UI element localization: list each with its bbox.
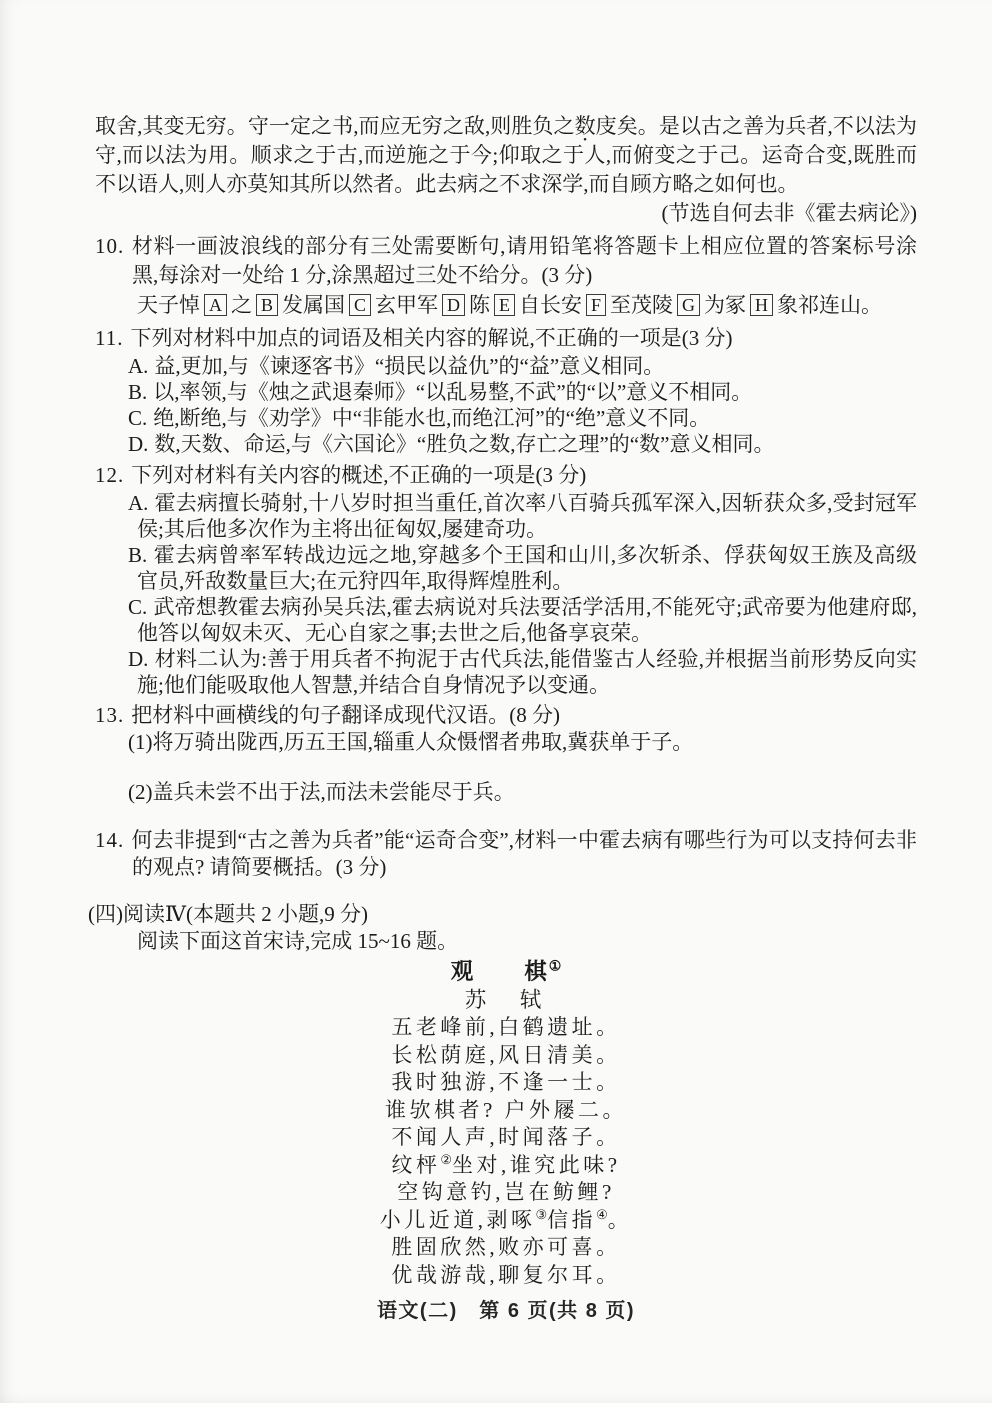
question-11-stem-text: 下列对材料中加点的词语及相关内容的解说,不正确的一项是(3 分) [130, 326, 733, 350]
question-12 [95, 461, 917, 698]
q10-text-segment: 玄甲军 [375, 293, 439, 317]
poem-line: 空钩意钓,岂在鲂鲤? [397, 1180, 615, 1204]
question-12-number: 12. [95, 463, 125, 487]
question-10-number: 10. [95, 234, 125, 258]
question-11 [95, 324, 917, 457]
q10-text-segment: 至茂陵 [610, 293, 674, 317]
option-label: B. [128, 380, 148, 404]
question-11-option-a [128, 353, 917, 379]
option-text: 绝,断绝,与《劝学》中“非能水也,而绝江河”的“绝”意义不同。 [153, 406, 711, 430]
question-10 [95, 232, 917, 320]
poem-line: 胜固欣然,败亦可喜。 [391, 1235, 621, 1259]
question-14 [95, 827, 917, 881]
option-text: 霍去病曾率军转战边远之地,穿越多个王国和山川,多次斩杀、俘获匈奴王族及高级官员,歼敌数量巨大;在元狩四年,取得辉煌胜利。 [137, 543, 917, 593]
question-13-stem [95, 702, 917, 729]
answer-letter-box-e: E [494, 294, 515, 316]
poem-line: 不闻人声,时闻落子。 [391, 1125, 621, 1149]
question-12-option-a [128, 490, 917, 542]
answer-letter-box-a: A [204, 294, 227, 316]
option-label: D. [128, 647, 149, 671]
question-10-stem [95, 232, 917, 290]
poem-author: 苏 轼 [464, 988, 548, 1012]
question-11-option-d [128, 431, 917, 457]
option-label: C. [128, 595, 148, 619]
poem-block [95, 957, 917, 1289]
question-11-option-c [128, 405, 917, 431]
option-label: B. [128, 543, 148, 567]
question-12-stem-text: 下列对材料有关内容的概述,不正确的一项是(3 分) [131, 463, 587, 487]
passage-dotted-char: 数 [574, 114, 596, 138]
option-text: 以,率领,与《烛之武退秦师》“以乱易整,不武”的“以”意义不相同。 [153, 380, 753, 404]
option-text: 益,更加,与《谏逐客书》“损民以益仇”的“益”意义相同。 [154, 354, 665, 378]
poem-line: 我时独游,不逢一士。 [391, 1070, 621, 1094]
option-text: 霍去病擅长骑射,十八岁时担当重任,首次率八百骑兵孤军深入,因斩获众多,受封冠军侯;其后他多次作为主将出征匈奴,屡建奇功。 [137, 491, 917, 541]
question-12-stem [95, 461, 917, 490]
question-14-stem [95, 827, 917, 881]
question-12-option-b [128, 542, 917, 594]
answer-letter-box-c: C [349, 294, 371, 316]
section-4 [88, 901, 917, 955]
poem-line: 五老峰前,白鹤遗址。 [391, 1015, 621, 1039]
answer-letter-box-b: B [256, 294, 278, 316]
question-10-sentence [95, 290, 917, 320]
question-12-option-d [128, 646, 917, 698]
exam-content [88, 112, 918, 1326]
answer-letter-box-d: D [442, 294, 465, 316]
q10-text-segment: 陈 [469, 293, 491, 317]
question-13-part-1: (1)将万骑出陇西,历五王国,辎重人众慑慴者弗取,冀获单于子。 [128, 730, 694, 754]
question-13-number: 13. [95, 703, 125, 727]
answer-letter-box-h: H [750, 294, 773, 316]
passage-text-2: 庋矣。是以古之善为兵者,不以法为守,而以法为用。顺求之于古,而逆施之于今;仰取之于人,而俯变之于己。运奇合变,既胜而不以语人,则人亦莫知其所以然者。此去病之不求深学,而自顾方略之如何也。 [95, 114, 918, 196]
option-text: 数,天数、命运,与《六国论》“胜负之数,存亡之理”的“数”意义相同。 [154, 432, 775, 456]
option-label: A. [128, 491, 149, 515]
option-label: D. [128, 432, 149, 456]
option-label: A. [128, 354, 149, 378]
q10-text-segment: 为冢 [704, 293, 747, 317]
option-label: C. [128, 406, 148, 430]
q10-text-segment: 象祁连山。 [777, 293, 883, 317]
poem-title: 观 棋① [450, 959, 562, 984]
section-4-heading: (四)阅读Ⅳ(本题共 2 小题,9 分) [88, 902, 368, 926]
q10-text-segment: 发属国 [282, 293, 346, 317]
question-11-number: 11. [95, 326, 124, 350]
page-footer: 语文(二) 第 6 页(共 8 页) [376, 1300, 636, 1322]
question-13-part-2: (2)盖兵未尝不出于法,而法未尝能尽于兵。 [128, 780, 515, 804]
poem-line: 长松荫庭,风日清美。 [391, 1042, 621, 1067]
poem-line: 小儿近道,剥啄③信指④。 [379, 1206, 633, 1232]
question-13-stem-text: 把材料中画横线的句子翻译成现代汉语。(8 分) [131, 703, 560, 727]
section-4-intro: 阅读下面这首宋诗,完成 15~16 题。 [137, 929, 459, 953]
q10-text-segment: 之 [231, 293, 252, 317]
answer-letter-box-g: G [677, 294, 700, 316]
poem-line: 纹枰②坐对,谁究此味? [391, 1151, 621, 1177]
poem-line: 优哉游哉,聊复尔耳。 [391, 1262, 621, 1287]
q10-text-segment: 自长安 [519, 293, 583, 317]
question-11-stem [95, 324, 917, 353]
question-13 [95, 702, 917, 805]
question-14-stem-text: 何去非提到“古之善为兵者”能“运奇合变”,材料一中霍去病有哪些行为可以支持何去非的观点? 请简要概括。(3 分) [131, 828, 917, 879]
question-10-stem-text: 材料一画波浪线的部分有三处需要断句,请用铅笔将答题卡上相应位置的答案标号涂黑,每涂对一处给 1 分,涂黑超过三处不给分。(3 分) [131, 234, 917, 287]
option-text: 材料二认为:善于用兵者不拘泥于古代兵法,能借鉴古人经验,并根据当前形势反向实施;他们能吸取他人智慧,并结合自身情况予以变通。 [137, 647, 917, 697]
passage-text-1: 取舍,其变无穷。守一定之书,而应无穷之敌,则胜负之 [95, 114, 575, 138]
option-text: 武帝想教霍去病孙吴兵法,霍去病说对兵法要活学活用,不能死守;武帝要为他建府邸,他答以匈奴未灭、无心自家之事;去世之后,他备享哀荣。 [137, 595, 917, 645]
question-12-option-c [128, 594, 917, 646]
question-14-number: 14. [95, 828, 125, 852]
passage-source: (节选自何去非《霍去病论》) [661, 201, 917, 225]
poem-line: 谁欤棋者? 户外屦二。 [384, 1097, 628, 1122]
q10-text-segment: 天子悼 [137, 293, 200, 317]
passage-paragraph [95, 112, 917, 199]
answer-letter-box-f: F [586, 294, 606, 316]
question-11-option-b [128, 379, 917, 405]
